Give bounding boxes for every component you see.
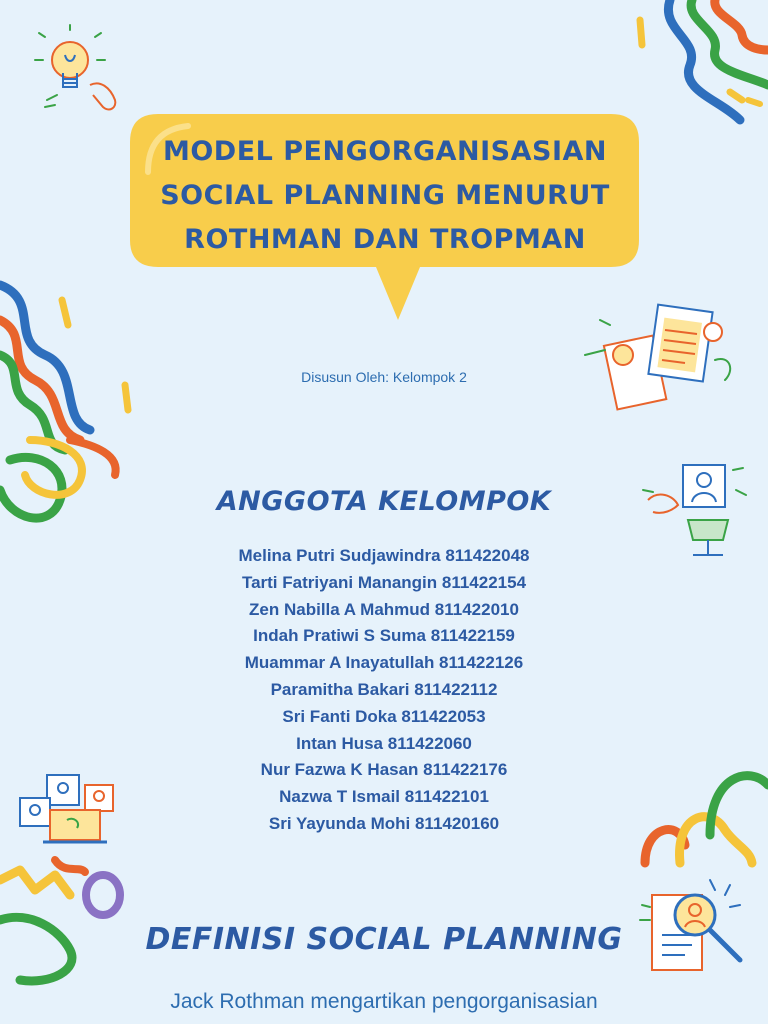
member-item: Melina Putri Sudjawindra 811422048 xyxy=(238,546,530,565)
author-line: Disusun Oleh: Kelompok 2 xyxy=(301,369,467,385)
lightbulb-icon xyxy=(35,25,130,120)
squiggle-top-right xyxy=(630,0,768,130)
title-line-1: MODEL PENGORGANISASIAN xyxy=(162,136,608,167)
member-item: Sri Fanti Doka 811422053 xyxy=(282,706,486,726)
page-title xyxy=(150,130,620,262)
member-item: Nur Fazwa K Hasan 811422176 xyxy=(260,760,508,780)
member-item: Muammar A Inayatullah 811422126 xyxy=(244,653,524,673)
definition-body: Jack Rothman mengartikan pengorganisasian xyxy=(170,990,598,1013)
member-item: Sri Yayunda Mohi 811420160 xyxy=(268,813,500,833)
member-item: Zen Nabilla A Mahmud 811422010 xyxy=(249,599,519,619)
members-list xyxy=(0,543,768,838)
member-item: Tarti Fatriyani Manangin 811422154 xyxy=(241,572,527,592)
title-line-2: SOCIAL PLANNING MENURUT xyxy=(160,180,610,211)
member-item: Intan Husa 811422060 xyxy=(296,733,472,753)
member-item: Paramitha Bakari 811422112 xyxy=(270,679,498,699)
member-item: Indah Pratiwi S Suma 811422159 xyxy=(253,626,515,646)
members-heading: ANGGOTA KELOMPOK xyxy=(216,486,552,517)
member-item: Nazwa T Ismail 811422101 xyxy=(279,787,489,807)
definition-heading: DEFINISI SOCIAL PLANNING xyxy=(145,922,623,957)
title-line-3: ROTHMAN DAN TROPMAN xyxy=(184,224,586,255)
